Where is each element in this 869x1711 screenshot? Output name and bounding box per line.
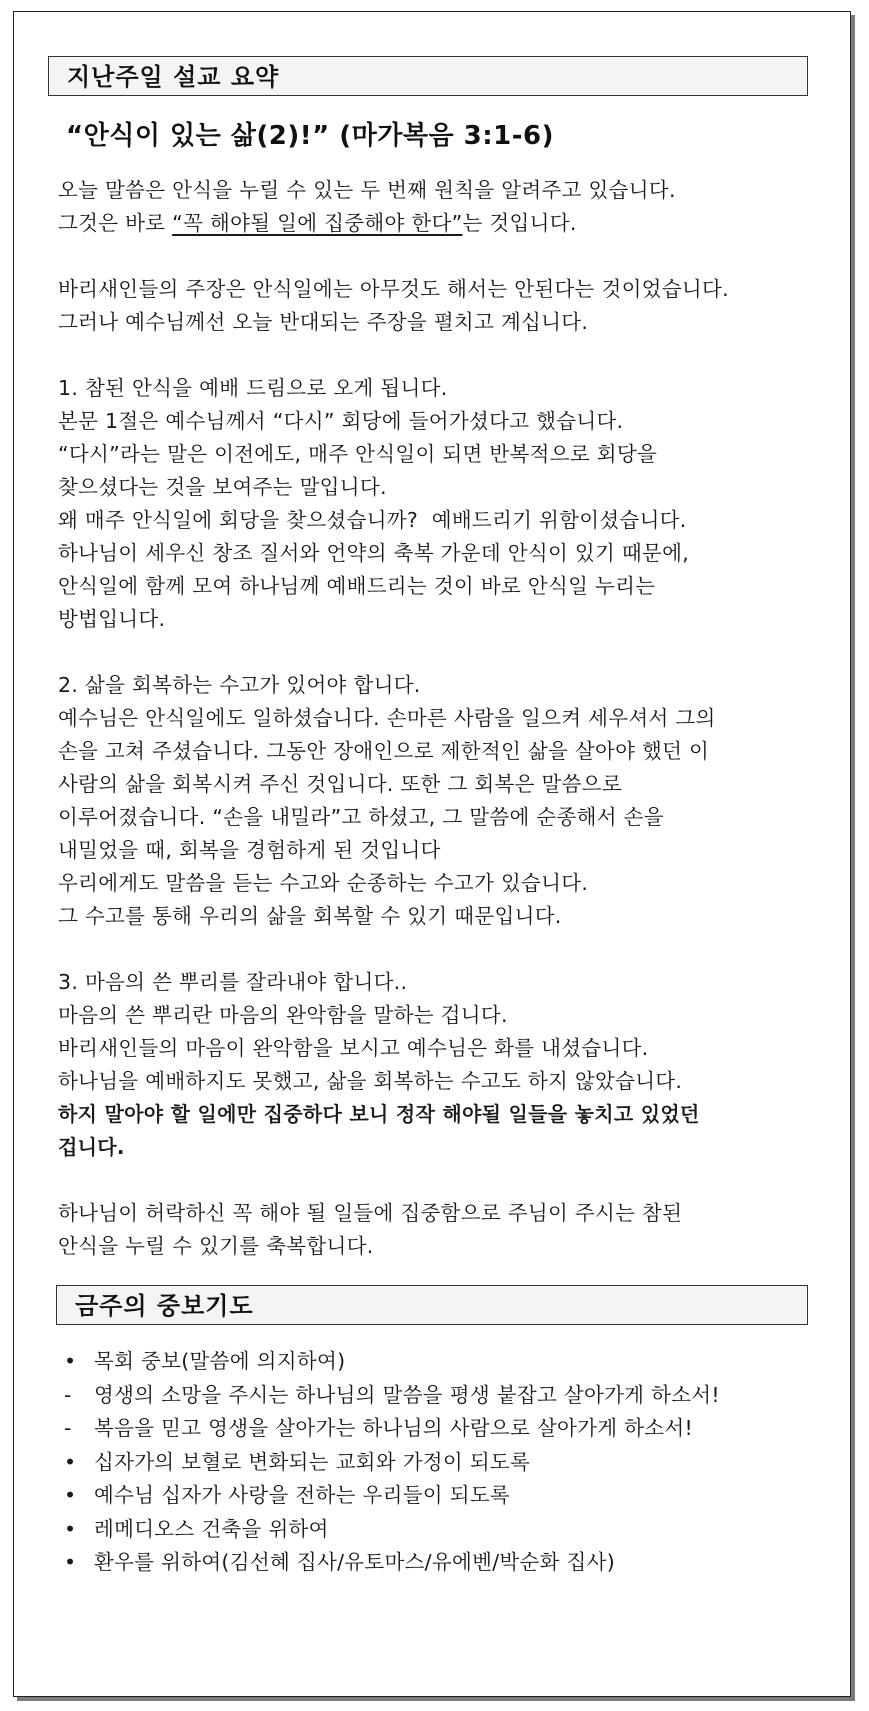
point-3-line: 하나님을 예배하지도 못했고, 삶을 회복하는 수고도 하지 않았습니다.	[58, 1069, 683, 1093]
point-1-line: 하나님이 세우신 창조 질서와 언약의 축복 가운데 안식이 있기 때문에,	[58, 541, 690, 565]
bullet-marker: •	[64, 1550, 77, 1574]
bullet-marker: •	[64, 1516, 77, 1541]
bullet-marker: •	[64, 1449, 77, 1474]
prayer-list	[64, 1345, 824, 1580]
intro-line-4: 그러나 예수님께선 오늘 반대되는 주장을 펼치고 계십니다.	[58, 310, 589, 334]
dash-marker: -	[64, 1382, 72, 1407]
point-2-line: 그 수고를 통해 우리의 삶을 회복할 수 있기 때문입니다.	[58, 904, 562, 928]
point-2-title: 2. 삶을 회복하는 수고가 있어야 합니다.	[58, 673, 421, 697]
point-1-line: 방법입니다.	[58, 607, 166, 631]
prayer-item: - 영생의 소망을 주시는 하나님의 말씀을 평생 붙잡고 살아가게 하소서!	[64, 1379, 824, 1413]
point-3-emphasis: 겁니다.	[58, 1135, 125, 1159]
point-2-line: 사람의 삶을 회복시켜 주신 것입니다. 또한 그 회복은 말씀으로	[58, 772, 622, 796]
point-3-title: 3. 마음의 쓴 뿌리를 잘라내야 합니다..	[58, 970, 408, 994]
point-1-line: 찾으셨다는 것을 보여주는 말입니다.	[58, 475, 387, 499]
point-1-line: 본문 1절은 예수님께서 “다시” 회당에 들어가셨다고 했습니다.	[58, 409, 624, 433]
prayer-item: • 레메디오스 건축을 위하여	[64, 1513, 824, 1547]
prayer-heading: 금주의 중보기도	[56, 1285, 808, 1325]
sermon-body	[58, 174, 818, 1263]
intro-line-2: 그것은 바로 “꼭 해야될 일에 집중해야 한다”는 것입니다.	[58, 211, 577, 235]
point-1-title: 1. 참된 안식을 예배 드림으로 오게 됩니다.	[58, 376, 448, 400]
sermon-title: “안식이 있는 삶(2)!” (마가복음 3:1-6)	[66, 121, 554, 151]
point-2-line: 예수님은 안식일에도 일하셨습니다. 손마른 사람을 일으켜 세우셔서 그의	[58, 706, 716, 730]
point-3-line: 마음의 쓴 뿌리란 마음의 완악함을 말하는 겁니다.	[58, 1003, 508, 1027]
prayer-item: • 예수님 십자가 사랑을 전하는 우리들이 되도록	[64, 1479, 824, 1513]
point-1-line: “다시”라는 말은 이전에도, 매주 안식일이 되면 반복적으로 회당을	[58, 442, 658, 466]
dash-marker: -	[64, 1416, 72, 1440]
point-1-line: 안식일에 함께 모여 하나님께 예배드리는 것이 바로 안식일 누리는	[58, 574, 656, 598]
point-2-line: 손을 고쳐 주셨습니다. 그동안 장애인으로 제한적인 삶을 살아야 했던 이	[58, 739, 710, 763]
sermon-summary-heading: 지난주일 설교 요약	[48, 56, 808, 96]
bullet-marker: •	[64, 1349, 77, 1373]
key-phrase: “꼭 해야될 일에 집중해야 한다”	[172, 211, 463, 235]
prayer-item: • 환우를 위하여(김선혜 집사/유토마스/유에벤/박순화 집사)	[64, 1546, 824, 1580]
bullet-marker: •	[64, 1483, 77, 1507]
prayer-item: - 복음을 믿고 영생을 살아가는 하나님의 사람으로 살아가게 하소서!	[64, 1412, 824, 1446]
point-2-line: 우리에게도 말씀을 듣는 수고와 순종하는 수고가 있습니다.	[58, 871, 589, 895]
point-2-line: 이루어졌습니다. “손을 내밀라”고 하셨고, 그 말씀에 순종해서 손을	[58, 805, 664, 829]
closing-line: 하나님이 허락하신 꼭 해야 될 일들에 집중함으로 주님이 주시는 참된	[58, 1201, 683, 1225]
intro-line-3: 바리새인들의 주장은 안식일에는 아무것도 해서는 안된다는 것이었습니다.	[58, 277, 729, 301]
prayer-item: • 십자가의 보혈로 변화되는 교회와 가정이 되도록	[64, 1446, 824, 1480]
point-2-line: 내밀었을 때, 회복을 경험하게 된 것입니다	[58, 838, 441, 862]
point-1-line: 왜 매주 안식일에 회당을 찾으셨습니까? 예배드리기 위함이셨습니다.	[58, 508, 687, 532]
point-3-emphasis: 하지 말아야 할 일에만 집중하다 보니 정작 해야될 일들을 놓치고 있었던	[58, 1102, 700, 1126]
intro-line-1: 오늘 말씀은 안식을 누릴 수 있는 두 번째 원칙을 알려주고 있습니다.	[58, 178, 676, 202]
point-3-line: 바리새인들의 마음이 완악함을 보시고 예수님은 화를 내셨습니다.	[58, 1036, 649, 1060]
prayer-item: • 목회 중보(말씀에 의지하여)	[64, 1345, 824, 1379]
closing-line: 안식을 누릴 수 있기를 축복합니다.	[58, 1234, 374, 1258]
